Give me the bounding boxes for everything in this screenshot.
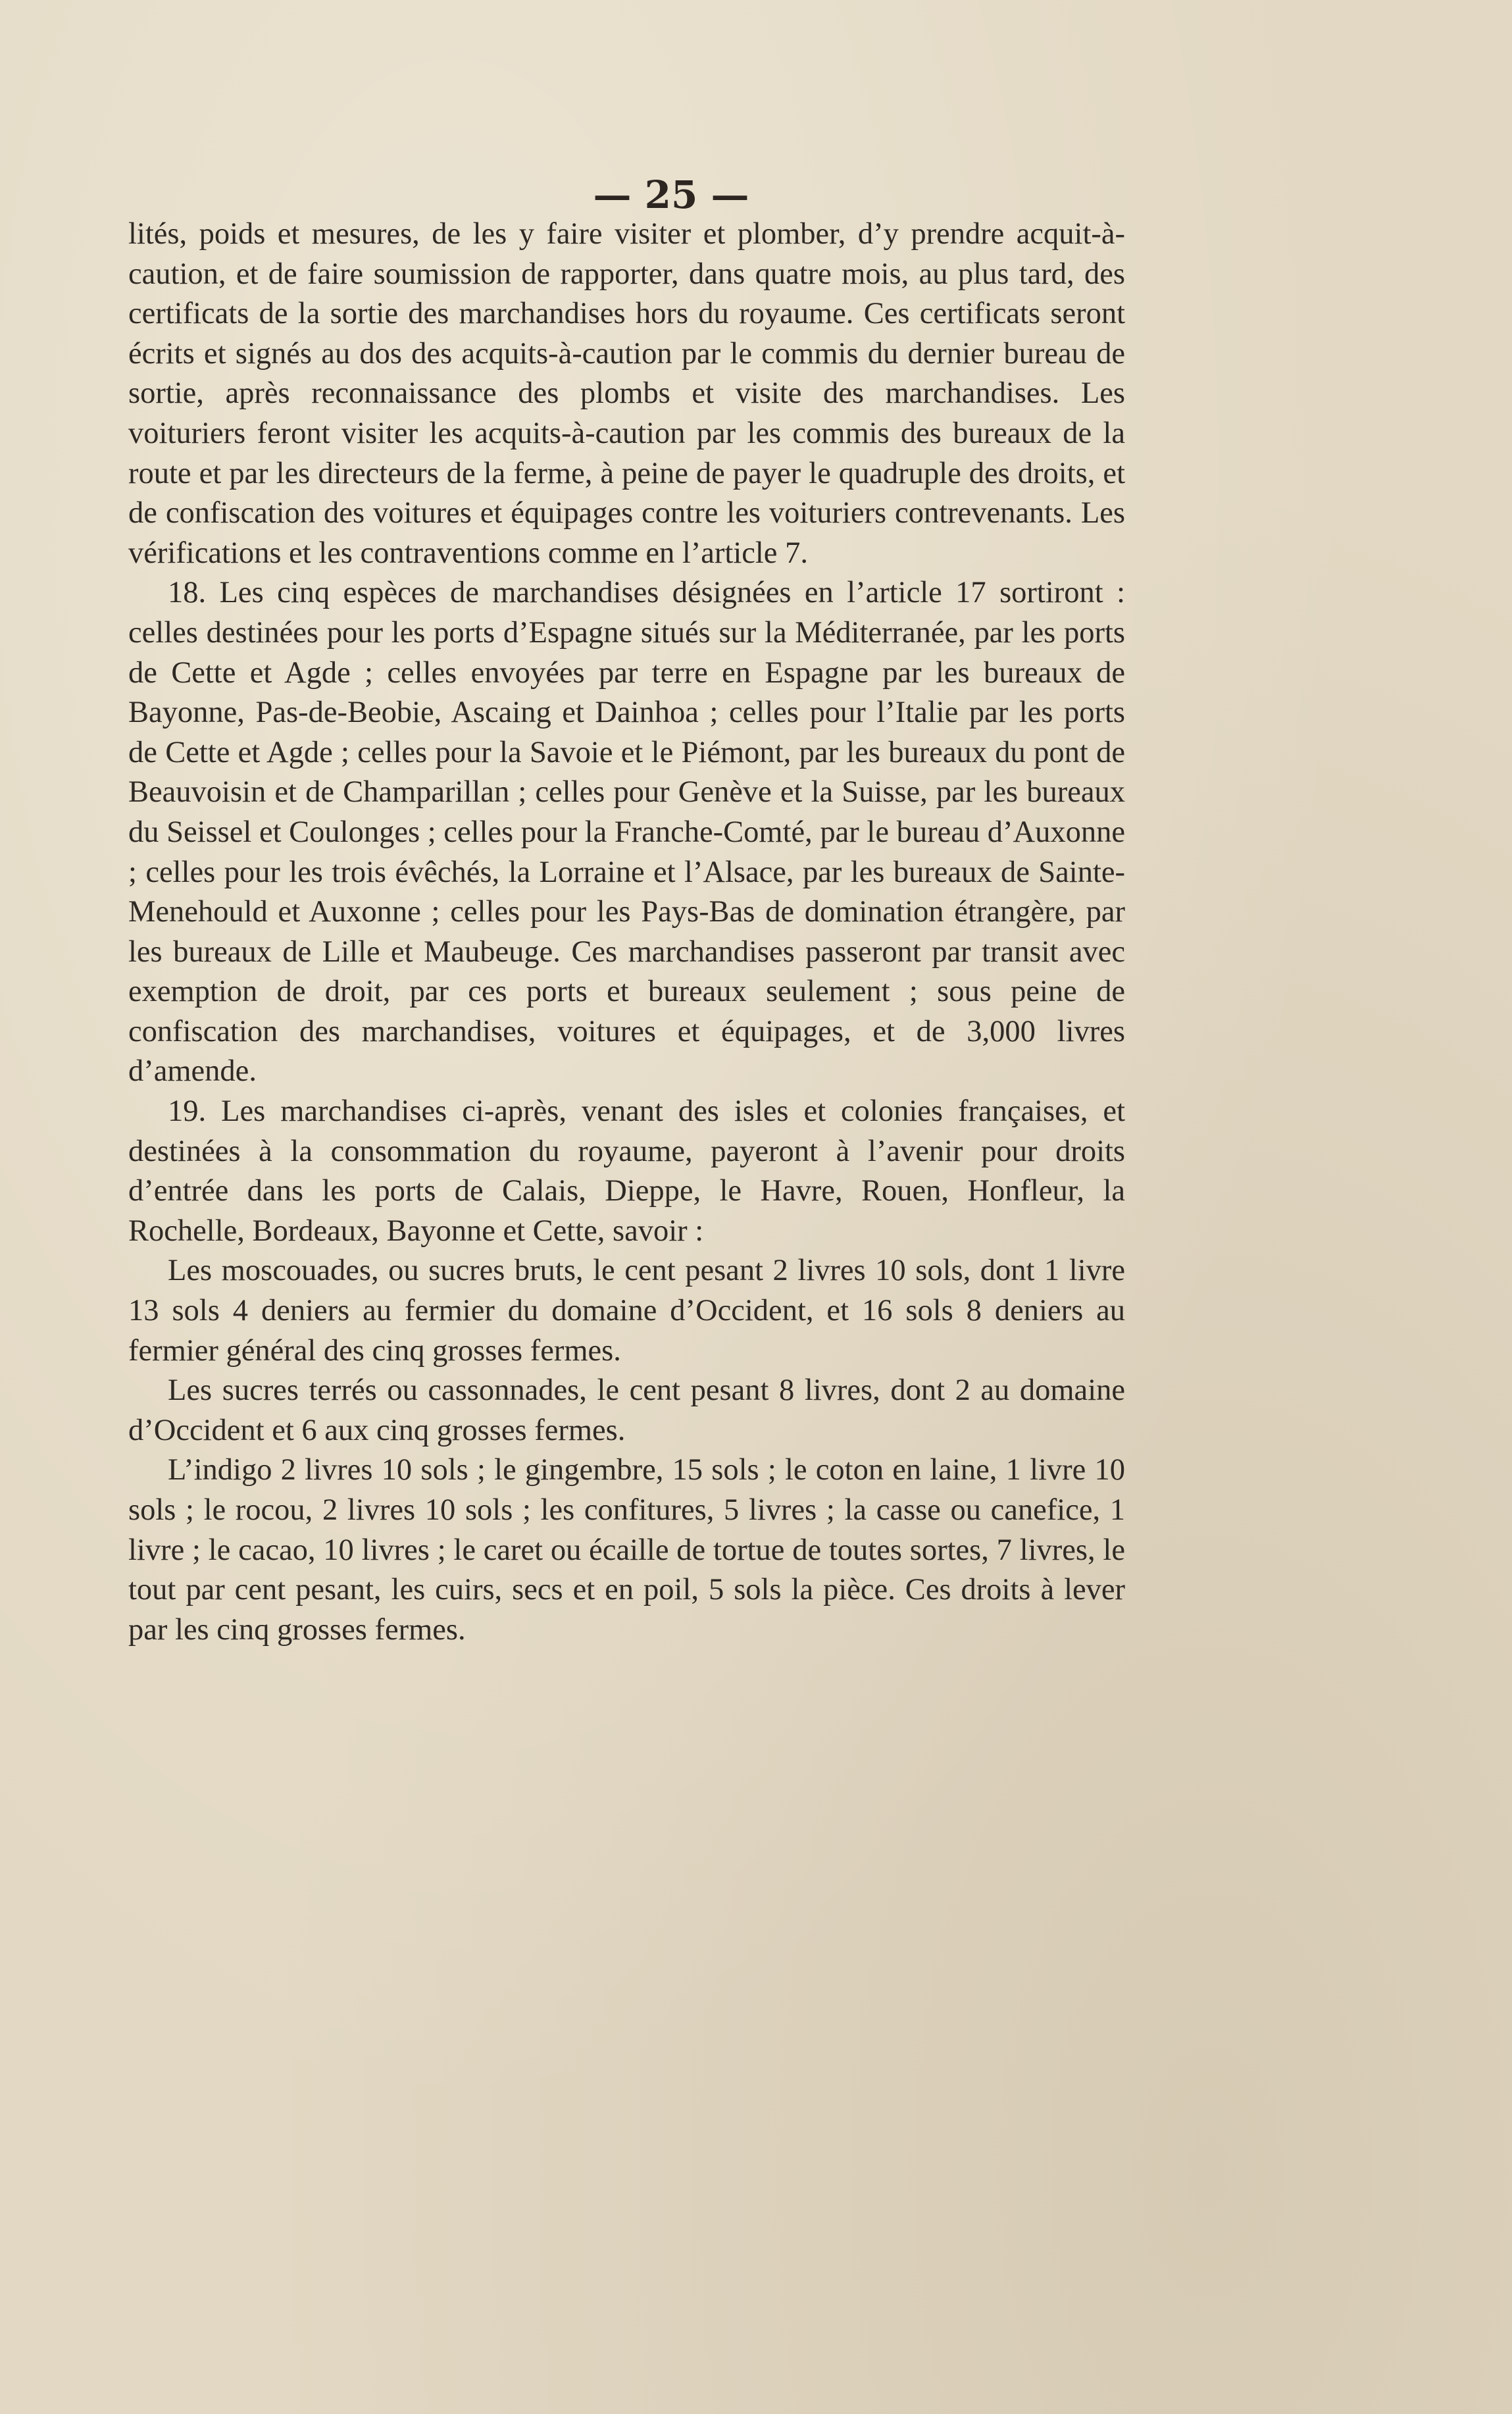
paragraph-article-19: 19. Les marchandises ci-après, venant des isles et colonies françaises, et destinées à la consommation du royaume, payeront à l’avenir pour droits d’entrée dans les ports de Calais, Dieppe, le Havre, Rouen, Honfleur, la Rochelle, Bordeaux, Bayonne et Cette, savoir :	[128, 1094, 1125, 1248]
paragraph-article-18: 18. Les cinq espèces de marchandises désignées en l’article 17 sortiront : celles destinées pour les ports d’Espagne situés sur la Méditerranée, par les ports de Cette et Agde ; celles envoyées par terre en Espagne par les bureaux de Bayonne, Pas-de-Beobie, Ascaing et Dainhoa ; celles pour l’Italie par les ports de Cette et Agde ; celles pour la Savoie et le Piémont, par les bureaux du pont de Beauvoisin et de Champarillan ; celles pour Genève et la Suisse, par les bureaux du Seissel et Coulonges ; celles pour la Franche-Comté, par le bureau d’Auxonne ; celles pour les trois évêchés, la Lorraine et l’Alsace, par les bureaux de Sainte-Menehould et Auxonne ; celles pour les Pays-Bas de domination étrangère, par les bureaux de Lille et Maubeuge. Ces marchandises passeront par transit avec exemption de droit, par ces ports et bureaux seulement ; sous peine de confiscation des marchandises, voitures et équipages, et de 3,000 livres d’amende.	[128, 576, 1125, 1089]
paragraph-indigo: L’indigo 2 livres 10 sols ; le gingembre, 15 sols ; le coton en laine, 1 livre 10 sols ; le rocou, 2 livres 10 sols ; les confitures, 5 livres ; la casse ou canefice, 1 livre ; le cacao, 10 livres ; le caret ou écaille de tortue de toutes sortes, 7 livres, le tout par cent pesant, les cuirs, secs et en poil, 5 sols la pièce. Ces droits à lever par les cinq grosses fermes.	[128, 1453, 1125, 1647]
body-text	[128, 215, 1125, 1650]
paragraph-moscouades: Les moscouades, ou sucres bruts, le cent pesant 2 livres 10 sols, dont 1 livre 13 sols 4 deniers au fermier du domaine d’Occident, et 16 sols 8 deniers au fermier général des cinq grosses fermes.	[128, 1254, 1125, 1368]
paragraph-sucres-terres: Les sucres terrés ou cassonnades, le cent pesant 8 livres, dont 2 au domaine d’Occident et 6 aux cinq grosses fermes.	[128, 1374, 1125, 1447]
paragraph-continued: lités, poids et mesures, de les y faire visiter et plomber, d’y prendre acquit-à-caution, et de faire soumission de rapporter, dans quatre mois, au plus tard, des certificats de la sortie des marchandises hors du royaume. Ces certificats seront écrits et signés au dos des acquits-à-caution par le commis du dernier bureau de sortie, après reconnaissance des plombs et visite des marchandises. Les voituriers feront visiter les acquits-à-caution par les commis des bureaux de la route et par les directeurs de la ferme, à peine de payer le quadruple des droits, et de confiscation des voitures et équipages contre les voituriers contrevenants. Les vérifications et les contraventions comme en l’article 7.	[128, 217, 1125, 570]
page-number: — 25 —	[593, 172, 749, 217]
